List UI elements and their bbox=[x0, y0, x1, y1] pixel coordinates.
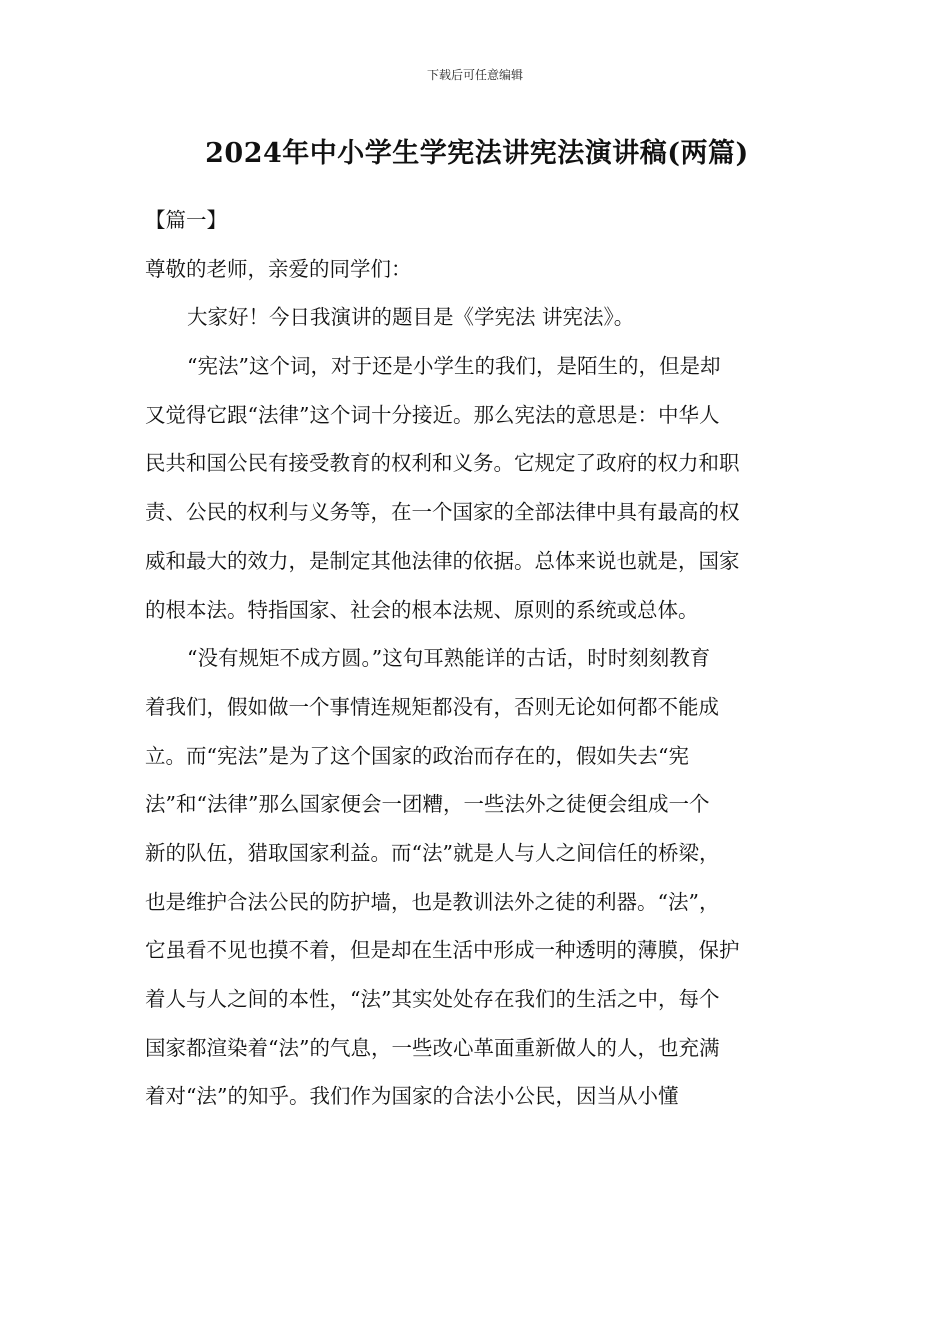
text-line: 着我们，假如做一个事情连规矩都没有，否则无论如何都不能成 bbox=[145, 694, 719, 719]
text-line: 着对“法”的知乎。我们作为国家的合法小公民，因当从小懂 bbox=[145, 1084, 679, 1109]
text-line: 民共和国公民有接受教育的权利和义务。它规定了政府的权力和职 bbox=[145, 451, 740, 476]
text-line: 又觉得它跟“法律”这个词十分接近。那么宪法的意思是：中华人 bbox=[145, 402, 720, 427]
text-line: 的根本法。特指国家、社会的根本法规、原则的系统或总体。 bbox=[145, 597, 699, 622]
paragraph-lines bbox=[145, 293, 795, 1121]
text-line: 着人与人之间的本性，“法”其实处处存在我们的生活之中，每个 bbox=[145, 987, 720, 1011]
text-line: 大家好！今日我演讲的题目是《学宪法 讲宪法》。 bbox=[187, 305, 635, 330]
text-line: 责、公民的权利与义务等，在一个国家的全部法律中具有最高的权 bbox=[145, 500, 740, 525]
document-body bbox=[145, 196, 795, 1121]
salutation: 尊敬的老师，亲爱的同学们： bbox=[145, 256, 412, 281]
text-line: 法”和“法律”那么国家便会一团糟，一些法外之徒便会组成一个 bbox=[145, 792, 710, 817]
text-line: 它虽看不见也摸不着，但是却在生活中形成一种透明的薄膜，保护 bbox=[145, 938, 740, 963]
text-line: 新的队伍，猎取国家利益。而“法”就是人与人之间信任的桥梁， bbox=[145, 840, 720, 865]
text-line: 威和最大的效力，是制定其他法律的依据。总体来说也就是，国家 bbox=[145, 548, 740, 573]
document-title: 2024年中小学生学宪法讲宪法演讲稿(两篇) bbox=[205, 138, 749, 169]
text-line: “宪法”这个词，对于还是小学生的我们，是陌生的，但是却 bbox=[187, 354, 721, 379]
text-line: 也是维护合法公民的防护墙，也是教训法外之徒的利器。“法”， bbox=[145, 889, 720, 914]
text-line: “没有规矩不成方圆。”这句耳熟能详的古话，时时刻刻教育 bbox=[187, 646, 711, 671]
header-note: 下载后可任意编辑 bbox=[426, 68, 523, 82]
text-line: 国家都渲染着“法”的气息，一些改心革面重新做人的人，也充满 bbox=[145, 1035, 720, 1060]
text-line: 立。而“宪法”是为了这个国家的政治而存在的，假如失去“宪 bbox=[145, 743, 689, 768]
section-label: 【篇一】 bbox=[145, 208, 227, 232]
